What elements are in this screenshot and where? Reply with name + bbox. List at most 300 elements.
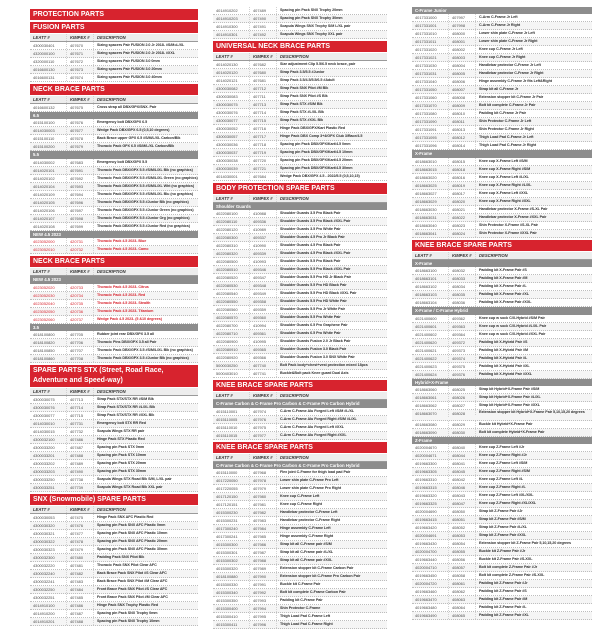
description-cell: Shoulder Guards 3.5 Pro White Pair [276, 226, 387, 233]
leatt-cell: 4015300300 [216, 542, 238, 548]
leatt-cell: 4022080100 [216, 211, 238, 217]
leatt-cell: 4018100800 [33, 331, 55, 337]
description-cell: Sizing spacers Pair FUSION 2.0 Jr 2018- #S/M=L/XL [93, 42, 198, 49]
kimpex-cell: 407673 [66, 66, 93, 73]
table-row [213, 370, 387, 378]
kimpex-cell: 407716 [249, 125, 276, 132]
table-row [213, 338, 387, 346]
table-row [30, 404, 198, 412]
kimpex-cell: 407677 [66, 127, 93, 134]
table-row [412, 492, 592, 500]
leatt-cell: 4015300410 [216, 614, 238, 620]
kimpex-cell: 407708 [66, 355, 93, 362]
description-cell: Spacing pin Pack SNX AFC Plastic 10mm [93, 530, 198, 537]
column-header-leatt: LEATT # [415, 252, 432, 258]
description-cell: Thoracic Pack DBX/GPX 5.5 #Junior Green (no graphics) [93, 207, 198, 214]
description-cell: Padding kit X-Frame Pair #L [475, 283, 592, 290]
description-cell: Spacing pin Pack STX 20mm [93, 460, 198, 467]
kimpex-cell: 407489 [249, 7, 276, 14]
description-cell: Strap kit all C-Frame pair #L/XL [276, 549, 387, 556]
column-header-kimpex: KIMPEX # [448, 252, 475, 259]
section-banner: UNIVERSAL NECK BRACE PARTS [213, 41, 387, 52]
description-cell: Flex joint C-Frame for thigh load pad Pair [276, 469, 387, 476]
description-cell: Bolt kit complete Z-Frame Pair #S-XXL [475, 572, 592, 579]
table-row [30, 331, 198, 339]
description-cell: Hinge Pack STX Plastic Red [93, 436, 198, 443]
kimpex-cell: 409372 [448, 339, 475, 346]
description-cell: Padding kit X-Hybrid Pair #XXL [475, 371, 592, 378]
leatt-cell: 4014020121 [216, 78, 238, 83]
description-cell: Strap Pack STX #L/XL Blk [276, 109, 387, 116]
kimpex-cell: 409337 [249, 234, 276, 241]
kimpex-cell: 409360 [249, 314, 276, 321]
kimpex-cell: 408018 [448, 166, 475, 173]
leatt-cell: 4015110010 [216, 424, 238, 430]
table-row [412, 142, 592, 150]
kimpex-cell: 408000 [448, 30, 475, 37]
description-cell: Emergency bolt STX RR Red [93, 420, 198, 427]
catalog-column-1 [30, 7, 198, 626]
leatt-cell: 4014020107 [33, 215, 55, 221]
table-row [30, 215, 198, 223]
description-cell: Strap kit Z-Frame Pair #S/M [475, 516, 592, 523]
table-row [213, 306, 387, 314]
kimpex-cell: 407475 [66, 514, 93, 521]
kimpex-cell: 407715 [66, 412, 93, 419]
kimpex-cell: 409339 [249, 250, 276, 257]
kimpex-cell: 407490 [249, 15, 276, 22]
table-row [30, 562, 198, 570]
leatt-cell: 4018663025 [415, 182, 437, 188]
kimpex-cell: 407991 [249, 581, 276, 588]
description-cell: Knee cup X-Frame Right #L/XL [475, 182, 592, 189]
leatt-cell: 4017331011 [415, 39, 437, 45]
table-row [412, 339, 592, 347]
description-cell: Thoracic Pack GPX 6.5 #S/M/L/XL Carbon/Blk [93, 143, 198, 150]
table-row [412, 54, 592, 62]
column-header-kimpex: KIMPEX # [249, 392, 276, 399]
description-cell: Handlebar protector C-Frame Jr Left [475, 62, 592, 69]
description-cell: Spacing pin Pack SNX Trophy 20mm [276, 7, 387, 14]
description-cell: Knee cup Z-Frame Right #L [475, 484, 592, 491]
table-row [412, 222, 592, 230]
kimpex-cell: 409365 [249, 346, 276, 353]
leatt-cell: 4015300231 [216, 518, 238, 524]
table-row [213, 15, 387, 23]
leatt-cell: 4018663015 [415, 166, 437, 172]
kimpex-cell: 407968 [249, 469, 276, 476]
table-row [213, 7, 387, 15]
leatt-cell: 4021400623 [415, 363, 437, 369]
leatt-cell: 4300032250 [33, 586, 55, 592]
kimpex-cell: 407682 [249, 61, 276, 68]
leatt-cell: 4014030010 [33, 420, 55, 426]
table-row [412, 102, 592, 110]
kimpex-cell: 408022 [448, 214, 475, 221]
description-cell: Padding kit X-Hybrid Pair #S [475, 339, 592, 346]
description-cell: Shoulder Guards Fusion 2.0 Jr Black Pair [276, 338, 387, 345]
table-row [412, 230, 592, 238]
kimpex-cell: 407988 [249, 557, 276, 564]
kimpex-cell: 407714 [249, 109, 276, 116]
table-row [30, 355, 198, 363]
column-header-description: DESCRIPTION [93, 34, 198, 41]
description-cell: Shoulder Guards Fusion 3.0 Black Pair [276, 346, 387, 353]
leatt-cell: 4300033203 [33, 468, 55, 474]
leatt-cell: 4300030075 [33, 396, 55, 402]
kimpex-cell: 407995 [249, 613, 276, 620]
kimpex-cell: 410995 [249, 338, 276, 345]
kimpex-cell: 409374 [448, 355, 475, 362]
table-row [412, 275, 592, 283]
leatt-cell: 5000030250 [216, 363, 238, 369]
table-row [213, 621, 387, 629]
leatt-cell: 4017220055 [216, 486, 238, 492]
description-cell: Hinge Pack SNX AFC Plastic Red [93, 514, 198, 521]
leatt-cell: 4017331020 [415, 47, 437, 53]
table-row [213, 210, 387, 218]
leatt-cell: 4020004710 [415, 565, 437, 571]
leatt-cell: 4015110005 [216, 416, 238, 422]
kimpex-cell: 408055 [448, 548, 475, 555]
table-row [213, 165, 387, 173]
description-cell: Extension stopper kit Hybrid+X-Frame Pair 5,10,15,20 degrees [475, 410, 592, 415]
leatt-cell: 4015300330 [216, 582, 238, 588]
kimpex-cell: 408002 [448, 46, 475, 53]
description-cell: Spacing pin Pack SNX AFC Plastic 30mm [93, 546, 198, 553]
leatt-cell: 4300032240 [33, 570, 55, 576]
column-header-description: DESCRIPTION [93, 268, 198, 275]
table-row [30, 444, 198, 452]
description-cell: Knee cup C-Frame Right [276, 501, 387, 508]
kimpex-cell: 407713 [66, 396, 93, 403]
description-cell: Shoulder Guards 5.5 Pro HD Black Pair [276, 282, 387, 289]
kimpex-cell: 407989 [249, 565, 276, 572]
leatt-cell: 4022080110 [216, 219, 238, 225]
table-row [213, 517, 387, 525]
column-header-description: DESCRIPTION [276, 53, 387, 60]
leatt-cell: 4300030039 [216, 166, 238, 171]
kimpex-cell: 407983 [249, 517, 276, 524]
table-row [412, 386, 592, 394]
kimpex-cell: 408036 [448, 299, 475, 306]
leatt-cell: 4300030037 [216, 150, 238, 155]
table-row [213, 77, 387, 85]
kimpex-cell: 408015 [448, 158, 475, 165]
leatt-cell: 4017300240 [216, 526, 238, 532]
column-header-row [30, 34, 198, 42]
kimpex-cell: 410989 [249, 226, 276, 233]
table-row [213, 290, 387, 298]
kimpex-cell: 407993 [249, 597, 276, 604]
kimpex-cell: 407672 [66, 58, 93, 65]
table-row [412, 315, 592, 323]
description-cell: Size adjustment Clip 5.5/6.5 neck brace, pair [276, 61, 387, 68]
table-row [412, 524, 592, 532]
kimpex-cell: 407698 [66, 215, 93, 222]
kimpex-cell: 407718 [249, 141, 276, 148]
leatt-cell: 4018663100 [415, 268, 437, 274]
table-row [412, 468, 592, 476]
table-row [30, 308, 198, 316]
kimpex-cell: 407485 [66, 594, 93, 601]
subsection-bar: C-Frame Carbon & C-Frame Pro Carbon & C-Frame Pro Carbon Hybrid [213, 462, 387, 469]
kimpex-cell: 407985 [249, 533, 276, 540]
column-header-row [213, 195, 387, 203]
table-row [213, 149, 387, 157]
kimpex-cell: 407482 [66, 570, 93, 577]
leatt-cell: 4018663010 [415, 158, 437, 164]
description-cell: Strap kit Z-Frame Pair #Jr [475, 508, 592, 515]
leatt-cell: 4300030038 [216, 158, 238, 163]
leatt-cell: 4018663101 [415, 276, 437, 282]
kimpex-cell: 407481 [66, 562, 93, 569]
table-row [30, 143, 198, 151]
leatt-cell: 4015100200 [33, 144, 55, 150]
description-cell: Shin Protector C-Frame Jr Right [475, 126, 592, 133]
kimpex-cell: 420732 [66, 246, 93, 253]
description-cell: Spacing pin Pack STX 30mm [93, 468, 198, 475]
kimpex-cell: 407738 [66, 476, 93, 483]
leatt-cell: 4017331030 [415, 63, 437, 69]
description-cell: Padding kit Z-Frame Pair #M [475, 596, 592, 603]
description-cell: Hinge Pack DBX Comp 3+4/GPX Club 3/Race/4.5 [276, 133, 387, 140]
description-cell: Spacing pin Pack STX 10mm [93, 452, 198, 459]
kimpex-cell: 408013 [448, 126, 475, 133]
description-cell: Wedge Pack DBX/GPX 6.5 (0,5,10 degrees) [93, 127, 198, 134]
kimpex-cell: 408006 [448, 78, 475, 85]
leatt-cell: 4014030002 [33, 159, 55, 165]
section-banner: SPARE PARTS STX (Street, Road Race, Adventure and Speed-way) [30, 365, 198, 387]
kimpex-cell: 407739 [66, 484, 93, 491]
leatt-cell: 4022080500 [216, 259, 238, 265]
column-header-kimpex: KIMPEX # [66, 34, 93, 41]
description-cell: Knee cup C-Frame Left [276, 493, 387, 500]
table-row [30, 183, 198, 191]
description-cell: Padding kit X-Frame Pair #M [475, 275, 592, 282]
kimpex-cell: 407488 [66, 452, 93, 459]
kimpex-cell: 408032 [448, 267, 475, 274]
kimpex-cell: 409361 [249, 330, 276, 337]
table-row [412, 166, 592, 174]
leatt-cell: 4020004670 [415, 445, 437, 451]
table-row [30, 175, 198, 183]
leatt-cell: 4021400602 [415, 331, 437, 337]
table-row [213, 408, 387, 416]
leatt-cell: 4018663031 [415, 214, 437, 220]
table-row [213, 573, 387, 581]
leatt-cell: 4018663041 [415, 230, 437, 236]
leatt-cell: 4017331070 [415, 103, 437, 109]
description-cell: Strap kit Hybrid+X-Frame Pair #S/M [475, 386, 592, 393]
leatt-cell: 4015110015 [216, 432, 238, 438]
description-cell: Handlebar protector C-Frame Right [276, 517, 387, 524]
description-cell: Handlebar protector X-Frame #S-XL Pair [475, 206, 592, 213]
table-row [412, 604, 592, 612]
description-cell: C-Arm C-Frame Jr Left [475, 14, 592, 21]
subsection-bar: NEW 4.5 2023 [30, 231, 198, 238]
column-header-kimpex: KIMPEX # [66, 388, 93, 395]
table-row [412, 86, 592, 94]
kimpex-cell: 407476 [66, 522, 93, 529]
kimpex-cell: 408010 [448, 110, 475, 117]
description-cell: Thoracic Pack DBX/GPX 5.5 #S/M/L/XL Blk (no graphics) [93, 167, 198, 174]
leatt-cell: 4018663029 [415, 198, 437, 204]
description-cell: Shin Protector C-Frame [276, 605, 387, 612]
kimpex-cell: 409373 [448, 347, 475, 354]
table-row [412, 402, 592, 410]
leatt-cell: 4300030076 [33, 404, 55, 410]
description-cell: Spacing pin Pack SNX AFC Plastic 20mm [93, 538, 198, 545]
table-row [213, 557, 387, 565]
subsection-bar: 3.5 [30, 324, 198, 331]
table-row [213, 589, 387, 597]
leatt-cell: 4022080320 [216, 251, 238, 257]
table-row [412, 548, 592, 556]
leatt-cell: 4015300411 [216, 622, 238, 628]
kimpex-cell: 407487 [66, 444, 93, 451]
section-banner: KNEE BRACE SPARE PARTS [412, 240, 592, 251]
leatt-cell: 4300030075 [216, 102, 238, 107]
description-cell: Thoracic Pack DBX/GPX 5.5 #Junior Blk (no graphics) [93, 199, 198, 206]
table-row [30, 284, 198, 292]
section-banner: KNEE BRACE SPARE PARTS [213, 380, 387, 391]
kimpex-cell: 407713 [249, 101, 276, 108]
table-row [213, 493, 387, 501]
leatt-cell: 4300030053 [33, 514, 55, 520]
column-header-row [412, 252, 592, 260]
leatt-cell: 4020004690 [415, 509, 437, 515]
description-cell: Thoracic Pack DBX/GPX 3.5 #S/M/L/XL Blk (no graphics) [93, 347, 198, 354]
table-row [30, 135, 198, 143]
kimpex-cell: 407706 [66, 339, 93, 346]
table-row [412, 596, 592, 604]
leatt-cell: 4019663325 [415, 501, 437, 507]
leatt-cell: 4017331031 [415, 71, 437, 77]
table-row [412, 410, 592, 421]
description-cell: Knee cup w sock C/X-Hybrid #XXL Pair [475, 331, 592, 338]
leatt-cell: 4017120151 [216, 502, 238, 508]
leatt-cell: 4015110001 [216, 408, 238, 414]
kimpex-cell: 407490 [66, 468, 93, 475]
subsection-bar: 6.5 [30, 112, 198, 119]
leatt-cell: 4017331050 [415, 87, 437, 93]
leatt-cell: 4015300301 [216, 550, 238, 556]
description-cell: Padding kit X-Hybrid Pair #XL [475, 363, 592, 370]
leatt-cell: 4017331000 [415, 15, 437, 21]
table-row [30, 66, 198, 74]
leatt-cell: 4017331040 [415, 79, 437, 85]
description-cell: Hinge Pack DBX/GPX/Kart Plastic Red [276, 125, 387, 132]
table-row [412, 500, 592, 508]
description-cell: Extension stopper kit C-Frame Pro Carbon Pair [276, 573, 387, 580]
kimpex-cell: 408045 [448, 468, 475, 475]
leatt-cell: 4018663060 [415, 386, 437, 392]
kimpex-cell: 408005 [448, 70, 475, 77]
table-row [213, 509, 387, 517]
kimpex-cell: 407699 [66, 223, 93, 230]
table-row [213, 533, 387, 541]
leatt-cell: 4300033251 [33, 484, 55, 490]
kimpex-cell: 408004 [448, 62, 475, 69]
leatt-cell: 4016600131 [33, 75, 55, 80]
leatt-cell: 4015300302 [216, 558, 238, 564]
kimpex-cell: 407741 [249, 370, 276, 377]
description-cell: Knee cup C-Frame Jr Right [475, 54, 592, 61]
table-row [213, 432, 387, 440]
table-row [412, 299, 592, 307]
leatt-cell: 4022080900 [216, 339, 238, 345]
subsection-bar: NEW 4.5 2023 [30, 276, 198, 283]
description-cell: Handlebar protector X-Frame #XXL Pair [475, 214, 592, 221]
kimpex-cell: 408023 [448, 222, 475, 229]
kimpex-cell: 409358 [249, 298, 276, 305]
kimpex-cell: 408028 [448, 410, 475, 417]
description-cell: Hinge assembly C-Frame Right [276, 533, 387, 540]
leatt-cell: 4300030076 [216, 110, 238, 115]
table-row [213, 23, 387, 31]
kimpex-cell: 407491 [249, 23, 276, 30]
kimpex-cell: 407732 [66, 428, 93, 435]
description-cell: Thigh Load Pad C-Frame Jr Right [475, 142, 592, 149]
kimpex-cell: 408034 [448, 283, 475, 290]
leatt-cell: 4022080560 [216, 307, 238, 313]
kimpex-cell: 408061 [448, 580, 475, 587]
kimpex-cell: 407675 [66, 104, 93, 111]
table-row [412, 22, 592, 30]
table-row [412, 118, 592, 126]
description-cell: Shoulder Guards 5.5 Pro HD Jr Black Pair [276, 274, 387, 281]
table-row [412, 444, 592, 452]
table-row [412, 70, 592, 78]
description-cell: Back Brace Pack SNX Pilot #M Clear AFC [93, 578, 198, 585]
table-row [30, 586, 198, 594]
kimpex-cell: 408008 [448, 94, 475, 101]
table-row [213, 565, 387, 573]
description-cell: Shin Protector X-Frame #S-XL Pair [475, 222, 592, 229]
leatt-cell: 4014020106 [33, 207, 55, 213]
kimpex-cell: 408062 [448, 588, 475, 595]
leatt-cell: 4014030001 [216, 174, 238, 179]
kimpex-cell: 408057 [448, 564, 475, 571]
table-row [30, 238, 198, 246]
leatt-cell: 4015100110 [33, 136, 55, 142]
description-cell: Knee cup X-Frame Left #S/M [475, 158, 592, 165]
table-row [412, 452, 592, 460]
table-row [30, 420, 198, 428]
table-row [213, 346, 387, 354]
kimpex-cell: 407692 [66, 175, 93, 182]
description-cell: Thoracic Pack 4.5 2023- Stealth [93, 300, 198, 307]
description-cell: Knee cup Z-Frame Right #XL/XXL [475, 500, 592, 507]
description-cell: Spacing pin Pack SNX Trophy 10mm [93, 618, 198, 625]
column-header-row [30, 506, 198, 514]
description-cell: Spacing pin Pack DBX/GPX/Kart/4.5 30mm [276, 165, 387, 172]
section-banner: NECK BRACE PARTS [30, 84, 198, 95]
table-row [213, 117, 387, 125]
table-row [213, 157, 387, 165]
kimpex-cell: 408021 [448, 206, 475, 213]
description-cell: Thoracic Pack DBX/GPX 5.5 #S/M/L/XL Blu (no graphics) [93, 191, 198, 198]
description-cell: Padding kit Z-Frame Pair #L [475, 604, 592, 611]
description-cell: Strap Pack 3.5/5.5 #Junior [276, 69, 387, 76]
description-cell: Scapula Wings SNX Trophy XXL pair [276, 31, 387, 38]
table-row [30, 191, 198, 199]
leatt-cell: 4014020101 [33, 167, 55, 173]
subsection-bar: X-Frame [412, 150, 592, 157]
description-cell: Scapula Wings STX Road Blk XXL pair [93, 484, 198, 491]
leatt-cell: 4014910100 [33, 602, 55, 608]
